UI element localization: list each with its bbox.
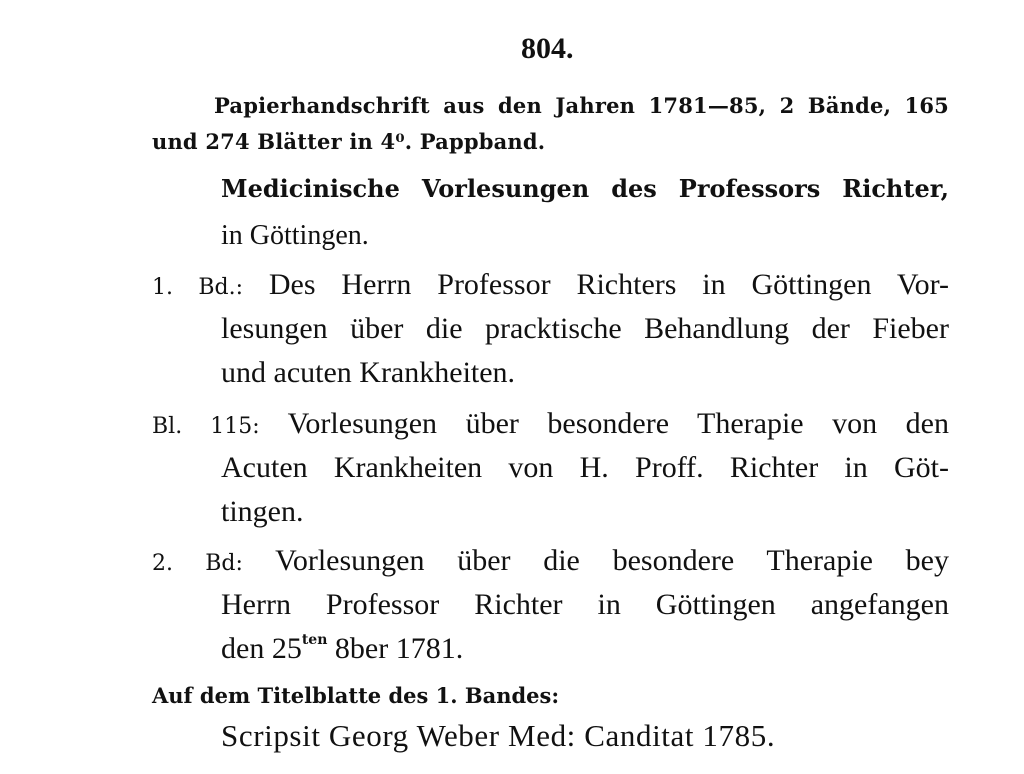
entry-2-text: Vorlesungen über besondere Therapie von den [287, 407, 949, 440]
entry-3-line-1 [152, 546, 949, 576]
entry-1-line-3: und acuten Krankheiten. [221, 356, 516, 389]
entry-2-line-1 [152, 409, 949, 439]
entry-2-line-3: tingen. [221, 495, 304, 528]
entry-1-label: 1. Bd.: [152, 275, 244, 300]
entry-2-label: Bl. 115: [152, 414, 260, 439]
entry-1-line-2: lesungen über die pracktische Behandlung der Fieber [221, 312, 949, 345]
description-line-1: Papierhandschrift aus den Jahren 1781—85, 2 Bände, 165 [214, 93, 949, 118]
entry-3-label: 2. Bd: [152, 551, 243, 576]
entry-3-line-2: Herrn Professor Richter in Göttingen angefangen [221, 588, 949, 621]
titelblatt-heading: Auf dem Titelblatte des 1. Bandes: [152, 683, 560, 708]
entry-1-text: Des Herrn Professor Richters in Göttingen Vor- [268, 268, 949, 301]
entry-2-line-2: Acuten Krankheiten von H. Proff. Richter in Göt- [221, 451, 949, 484]
entry-1-line-1 [152, 270, 949, 300]
entry-3-date-post: 8ber 1781. [327, 632, 464, 665]
manuscript-title-line-2: in Göttingen. [221, 220, 369, 251]
manuscript-title-line-1: Medicinische Vorlesungen des Professors Richter, [221, 174, 949, 203]
entry-3-date-pre: den 25 [221, 632, 302, 665]
entry-3-date-superscript: ten [301, 632, 328, 648]
entry-3-line-3 [221, 633, 463, 664]
page-number: 804. [521, 32, 574, 65]
description-line-2: und 274 Blätter in 4⁰. Pappband. [152, 129, 546, 154]
entry-3-text: Vorlesungen über die besondere Therapie bey [275, 544, 950, 577]
titelblatt-text: Scripsit Georg Weber Med: Canditat 1785. [221, 718, 776, 753]
